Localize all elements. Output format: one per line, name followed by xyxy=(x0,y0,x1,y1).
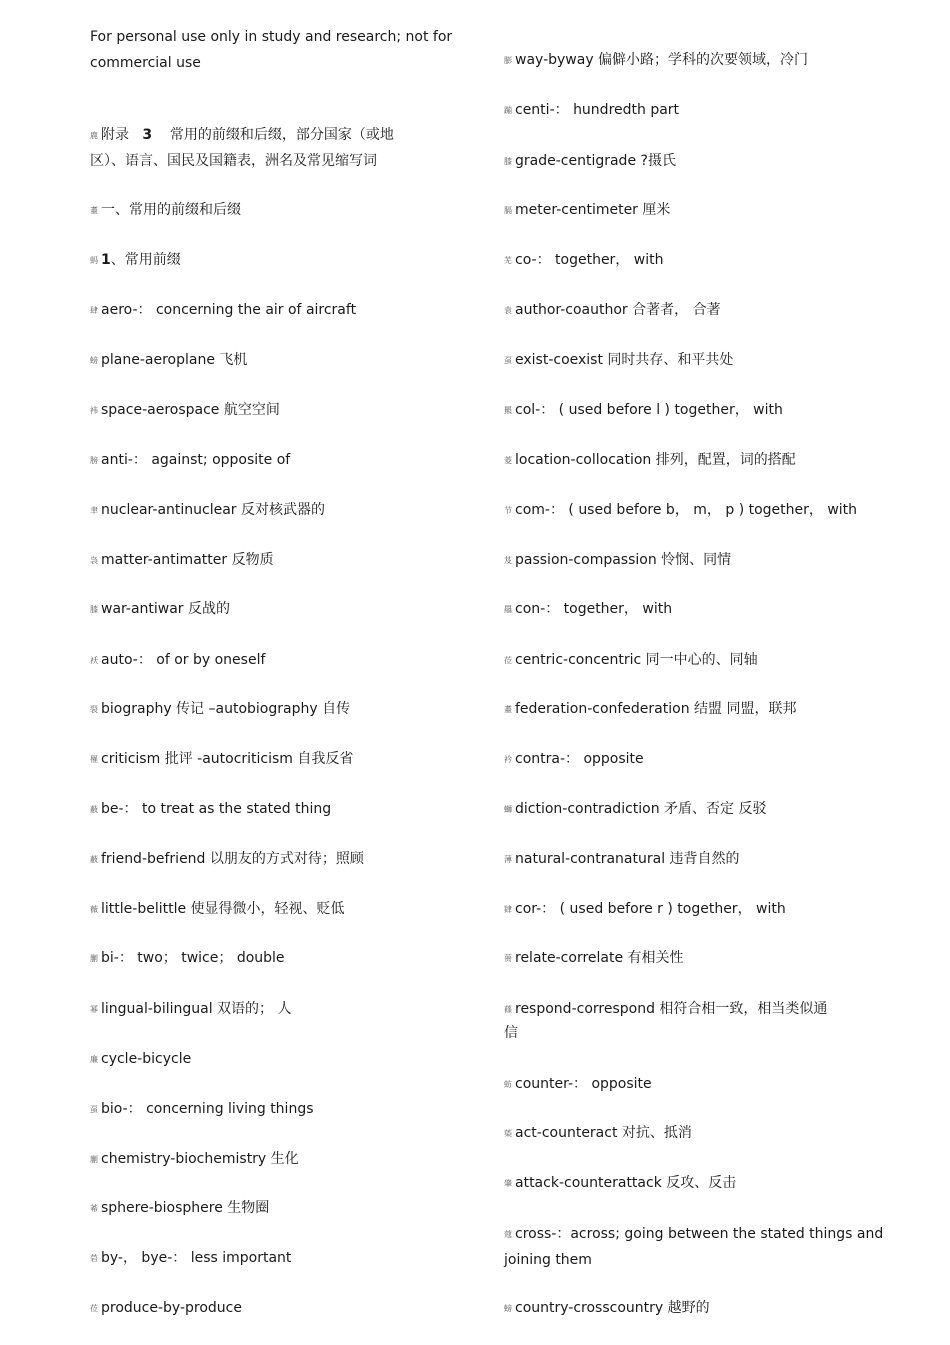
list-item xyxy=(90,596,230,623)
entry-text: aero-： concerning the air of aircraft xyxy=(101,302,357,318)
entry-text: respond-correspond 相符合相一致，相当类似通 xyxy=(515,1001,828,1017)
section-heading-text: 一、常用的前缀和后缀 xyxy=(101,202,241,218)
entry-text: com-： ( used before b， m， p ) together， with xyxy=(515,502,858,518)
list-item xyxy=(504,447,796,474)
list-item xyxy=(504,1120,692,1147)
list-item xyxy=(90,846,364,873)
list-item-continuation xyxy=(504,1020,518,1046)
list-item xyxy=(90,547,274,574)
glyph-mark: 膝 xyxy=(90,605,98,614)
list-item xyxy=(90,696,350,723)
glyph-mark: 蓧 xyxy=(504,1005,512,1014)
list-item xyxy=(90,746,353,773)
glyph-mark: 蹦 xyxy=(504,106,512,115)
glyph-mark: 螄 xyxy=(504,805,512,814)
glyph-mark: 聿 xyxy=(90,506,98,515)
list-item xyxy=(90,647,265,674)
list-item xyxy=(504,148,676,175)
list-item xyxy=(90,1146,299,1173)
list-item xyxy=(90,297,356,324)
entry-text: chemistry-biochemistry 生化 xyxy=(101,1151,299,1167)
glyph-mark: 幂 xyxy=(90,1005,98,1014)
list-item xyxy=(90,1096,314,1123)
glyph-mark: 蔽 xyxy=(90,855,98,864)
appendix-prefix: 附录 xyxy=(101,127,129,143)
glyph-mark: 肄 xyxy=(504,905,512,914)
entry-text: plane-aeroplane 飞机 xyxy=(101,352,248,368)
glyph-mark: 蔽 xyxy=(90,805,98,814)
list-item xyxy=(90,447,290,474)
appendix-title-line-1: 常用的前缀和后缀，部分国家（或地 xyxy=(169,127,394,143)
glyph-mark: 螃 xyxy=(504,1304,512,1313)
glyph-mark: 袆 xyxy=(90,406,98,415)
entry-text: relate-correlate 有相关性 xyxy=(515,950,684,966)
list-item xyxy=(90,1195,269,1222)
entry-text: country-crosscountry 越野的 xyxy=(515,1300,710,1316)
list-item xyxy=(504,1221,883,1248)
list-item-continuation xyxy=(504,1247,592,1273)
entry-text: natural-contranatural 违背自然的 xyxy=(515,851,740,867)
entry-text: nuclear-antinuclear 反对核武器的 xyxy=(101,502,325,518)
glyph-mark: 莃 xyxy=(90,1204,98,1213)
list-item xyxy=(90,497,325,524)
list-item xyxy=(504,696,796,723)
entry-text: meter-centimeter 厘米 xyxy=(515,202,671,218)
glyph-mark: 袅 xyxy=(90,556,98,565)
entry-text: contra-： opposite xyxy=(515,751,644,767)
entry-text: diction-contradiction 矛盾、否定 反驳 xyxy=(515,801,767,817)
glyph-mark: 莅 xyxy=(90,1304,98,1313)
entry-text: federation-confederation 结盟 同盟，联邦 xyxy=(515,701,797,717)
glyph-mark: 虿 xyxy=(504,356,512,365)
glyph-mark: 蒯 xyxy=(90,1155,98,1164)
entry-text: act-counteract 对抗、抵消 xyxy=(515,1125,692,1141)
list-item xyxy=(504,47,808,74)
entry-text: friend-befriend 以朋友的方式对待；照顾 xyxy=(101,851,364,867)
entry-text: joining them xyxy=(504,1252,592,1268)
glyph-mark: 膨 xyxy=(504,56,512,65)
list-item xyxy=(504,1071,652,1098)
list-item xyxy=(504,796,767,823)
glyph-mark: 薄 xyxy=(504,855,512,864)
glyph-mark: 膈 xyxy=(504,206,512,215)
entry-text: col-： ( used before l ) together， with xyxy=(515,402,783,418)
glyph-mark: 蒯 xyxy=(90,954,98,963)
entry-text: criticism 批评 -autocriticism 自我反省 xyxy=(101,751,354,767)
list-item xyxy=(504,197,670,224)
entry-text: cycle-bicycle xyxy=(101,1051,192,1067)
glyph-mark: 芜 xyxy=(504,256,512,265)
list-item xyxy=(90,1245,291,1272)
entry-text: passion-compassion 怜悯、同情 xyxy=(515,552,732,568)
list-item xyxy=(504,297,721,324)
section-heading xyxy=(90,197,241,224)
entry-text: centric-concentric 同一中心的、同轴 xyxy=(515,652,758,668)
entry-text: con-： together， with xyxy=(515,601,673,617)
entry-text: cor-： ( used before r ) together， with xyxy=(515,901,786,917)
glyph-mark: 菪 xyxy=(90,1254,98,1263)
subsection-number: 1 xyxy=(101,252,111,268)
glyph-mark: 芨 xyxy=(504,556,512,565)
glyph-mark: 肇 xyxy=(504,1179,512,1188)
glyph-mark: 节 xyxy=(504,506,512,515)
glyph-mark: 蔻 xyxy=(504,1230,512,1239)
entry-text: be-： to treat as the stated thing xyxy=(101,801,332,817)
appendix-title xyxy=(90,122,394,149)
glyph-mark: 鹿 xyxy=(90,131,98,140)
glyph-mark: 螃 xyxy=(90,356,98,365)
entry-text: produce-by-produce xyxy=(101,1300,242,1316)
usage-notice-line-1: For personal use only in study and research; not for xyxy=(90,29,453,45)
list-item xyxy=(504,1295,710,1322)
entry-text: attack-counterattack 反攻、反击 xyxy=(515,1175,737,1191)
entry-text: space-aerospace 航空空间 xyxy=(101,402,280,418)
entry-text: war-antiwar 反战的 xyxy=(101,601,231,617)
glyph-mark: 蚄 xyxy=(504,1080,512,1089)
list-item xyxy=(90,347,247,374)
glyph-mark: 膀 xyxy=(90,456,98,465)
list-item xyxy=(504,846,740,873)
glyph-mark: 罹 xyxy=(90,755,98,764)
glyph-mark: 袄 xyxy=(90,656,98,665)
subsection-heading xyxy=(90,247,181,274)
glyph-mark: 袁 xyxy=(504,306,512,315)
list-item xyxy=(504,945,684,972)
list-item xyxy=(90,796,331,823)
glyph-mark: 耋 xyxy=(90,206,98,215)
glyph-mark: 薇 xyxy=(90,905,98,914)
glyph-mark: 膝 xyxy=(504,157,512,166)
list-item xyxy=(504,647,758,674)
entry-text: bio-： concerning living things xyxy=(101,1101,314,1117)
glyph-mark: 莅 xyxy=(504,656,512,665)
entry-text: lingual-bilingual 双语的； 人 xyxy=(101,1001,292,1017)
entry-text: biography 传记 –autobiography 自传 xyxy=(101,701,351,717)
entry-text: little-belittle 使显得微小，轻视、贬低 xyxy=(101,901,345,917)
entry-text: way-byway 偏僻小路；学科的次要领域，冷门 xyxy=(515,52,809,68)
entry-text: sphere-biosphere 生物圈 xyxy=(101,1200,270,1216)
list-item xyxy=(90,397,280,424)
list-item xyxy=(90,996,292,1023)
glyph-mark: 廉 xyxy=(90,1055,98,1064)
glyph-mark: 蒉 xyxy=(504,954,512,963)
list-item xyxy=(504,97,679,124)
entry-text: bi-： two； twice； double xyxy=(101,950,285,966)
list-item xyxy=(504,1170,736,1197)
entry-text: anti-： against; opposite of xyxy=(101,452,291,468)
entry-text: matter-antimatter 反物质 xyxy=(101,552,274,568)
list-item xyxy=(504,896,786,923)
entry-text: grade-centigrade ?摄氏 xyxy=(515,153,676,169)
list-item xyxy=(90,1295,242,1322)
glyph-mark: 蒅 xyxy=(504,1129,512,1138)
subsection-heading-text: 、常用前缀 xyxy=(110,252,181,268)
glyph-mark: 衿 xyxy=(504,755,512,764)
entry-text: counter-： opposite xyxy=(515,1076,652,1092)
list-item xyxy=(504,996,827,1023)
entry-text: author-coauthor 合著者， 合著 xyxy=(515,302,721,318)
list-item xyxy=(504,247,663,274)
entry-text: location-collocation 排列，配置，词的搭配 xyxy=(515,452,796,468)
list-item xyxy=(504,497,857,524)
glyph-mark: 耋 xyxy=(504,705,512,714)
list-item xyxy=(90,1046,191,1073)
list-item xyxy=(504,347,733,374)
entry-text: cross-：across; going between the stated things and xyxy=(515,1226,884,1242)
list-item xyxy=(90,896,345,923)
appendix-title-line-2: 区）、语言、国民及国籍表，洲名及常见缩写词 xyxy=(90,153,377,169)
glyph-mark: 裂 xyxy=(90,705,98,714)
entry-text: centi-： hundredth part xyxy=(515,102,680,118)
list-item xyxy=(90,945,285,972)
glyph-mark: 肆 xyxy=(90,306,98,315)
entry-text: 信 xyxy=(504,1025,518,1041)
entry-text: exist-coexist 同时共存、和平共处 xyxy=(515,352,734,368)
glyph-mark: 蚂 xyxy=(90,256,98,265)
glyph-mark: 羆 xyxy=(504,406,512,415)
entry-text: co-： together， with xyxy=(515,252,664,268)
list-item xyxy=(504,746,644,773)
glyph-mark: 菱 xyxy=(504,456,512,465)
usage-notice-line-2: commercial use xyxy=(90,55,201,71)
list-item xyxy=(504,397,783,424)
glyph-mark: 羉 xyxy=(504,605,512,614)
list-item xyxy=(504,547,731,574)
glyph-mark: 虿 xyxy=(90,1105,98,1114)
entry-text: by-， bye-： less important xyxy=(101,1250,292,1266)
entry-text: auto-： of or by oneself xyxy=(101,652,266,668)
list-item xyxy=(504,596,672,623)
appendix-number: 3 xyxy=(142,127,153,143)
